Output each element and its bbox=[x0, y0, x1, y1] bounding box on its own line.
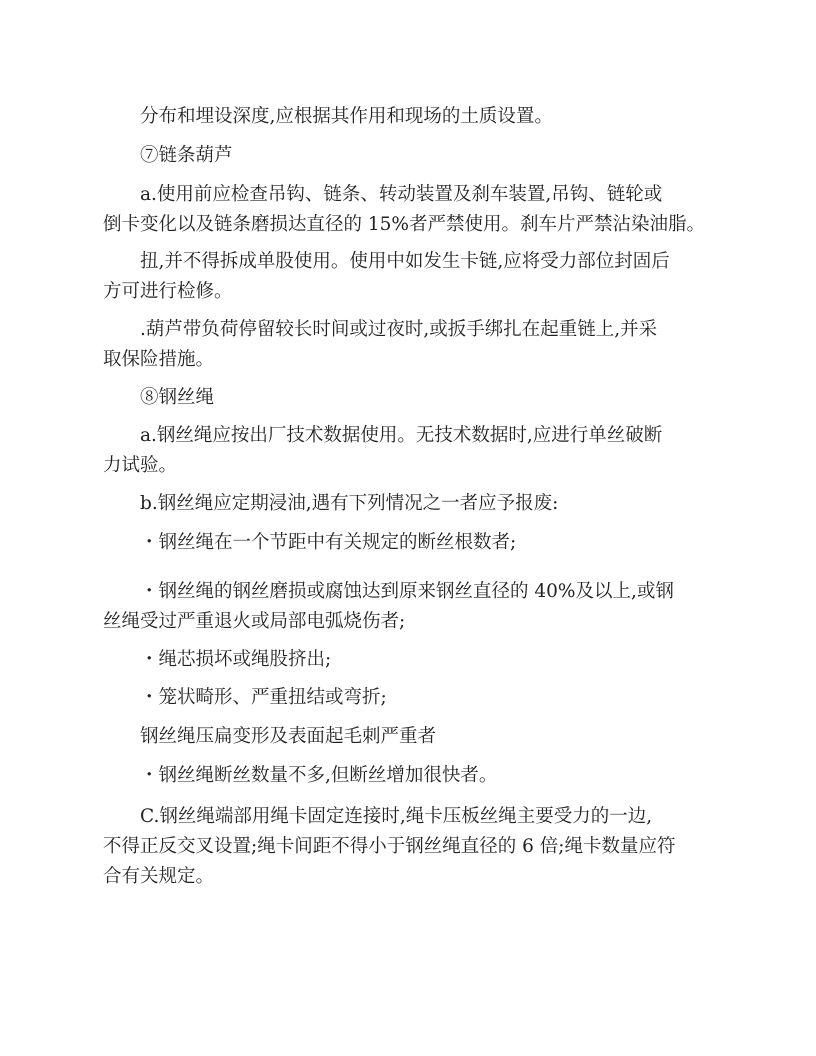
text-line: 分布和埋设深度,应根据其作用和现场的土质设置。 bbox=[140, 106, 553, 127]
paragraph bbox=[103, 683, 743, 713]
text-line: a.钢丝绳应按出厂技术数据使用。无技术数据时,应进行单丝破断 bbox=[140, 425, 663, 446]
text-line: 方可进行检修。 bbox=[103, 281, 233, 302]
text-line: ・笼状畸形、严重扭结或弯折; bbox=[140, 687, 387, 708]
paragraph bbox=[103, 761, 743, 791]
paragraph bbox=[103, 645, 743, 675]
paragraph bbox=[103, 315, 743, 375]
text-line: ・钢丝绳在一个节距中有关规定的断丝根数者; bbox=[140, 532, 517, 553]
paragraph bbox=[103, 141, 743, 171]
paragraph bbox=[103, 802, 743, 892]
text-line: C.钢丝绳端部用绳卡固定连接时,绳卡压板丝绳主要受力的一边, bbox=[140, 806, 653, 827]
text-line: ⑦链条葫芦 bbox=[140, 145, 233, 166]
text-line: 倒卡变化以及链条磨损达直径的 15%者严禁使用。刹车片严禁沾染油脂。 bbox=[103, 214, 706, 235]
paragraph bbox=[103, 102, 743, 132]
text-line: 合有关规定。 bbox=[103, 866, 215, 887]
text-line: a.使用前应检查吊钩、链条、转动装置及刹车装置,吊钩、链轮或 bbox=[140, 184, 663, 205]
text-line: 钢丝绳压扁变形及表面起毛刺严重者 bbox=[140, 726, 437, 747]
paragraph bbox=[103, 421, 743, 481]
text-line: 丝绳受过严重退火或局部电弧烧伤者; bbox=[103, 611, 406, 632]
paragraph bbox=[103, 528, 743, 558]
text-line: ・绳芯损坏或绳股挤出; bbox=[140, 649, 332, 670]
paragraph bbox=[103, 722, 743, 752]
paragraph bbox=[103, 489, 743, 519]
paragraph bbox=[103, 577, 743, 637]
text-line: ⑧钢丝绳 bbox=[140, 387, 215, 408]
paragraph bbox=[103, 247, 743, 307]
text-line: 取保险措施。 bbox=[103, 349, 215, 370]
text-line: .葫芦带负荷停留较长时间或过夜时,或扳手绑扎在起重链上,并采 bbox=[140, 319, 658, 340]
text-line: 扭,并不得拆成单股使用。使用中如发生卡链,应将受力部位封固后 bbox=[140, 251, 670, 272]
paragraph bbox=[103, 180, 743, 240]
paragraph bbox=[103, 383, 743, 413]
text-line: 不得正反交叉设置;绳卡间距不得小于钢丝绳直径的 6 倍;绳卡数量应符 bbox=[103, 836, 676, 857]
text-line: ・钢丝绳的钢丝磨损或腐蚀达到原来钢丝直径的 40%及以上,或钢 bbox=[140, 581, 674, 602]
text-line: 力试验。 bbox=[103, 455, 178, 476]
text-line: b.钢丝绳应定期浸油,遇有下列情况之一者应予报废: bbox=[140, 493, 559, 514]
text-line: ・钢丝绳断丝数量不多,但断丝增加很快者。 bbox=[140, 765, 498, 786]
